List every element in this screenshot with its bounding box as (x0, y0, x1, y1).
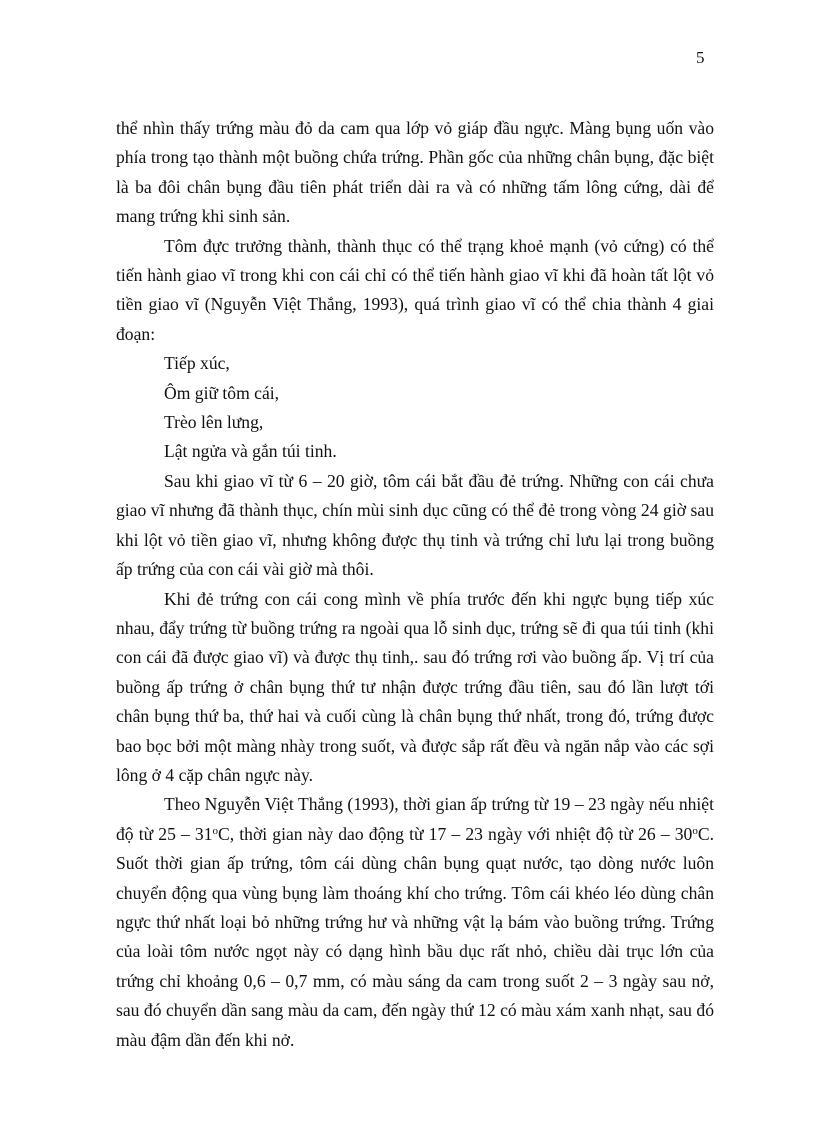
incubation-text-3: C. Suốt thời gian ấp trứng, tôm cái dùng chân bụng quạt nước, tạo dòng nước luôn chuyển động qua vùng bụng làm thoáng khí cho trứng. Tôm cái khéo léo dùng chân ngực thứ nhất loại bỏ những trứng hư và những vật lạ bám vào buồng trứng. Trứng của loài tôm nước ngọt này có dạng hình bầu dục rất nhỏ, chiều dài trục lớn của trứng chỉ khoảng 0,6 – 0,7 mm, có màu sáng da cam trong suốt 2 – 3 ngày sau nở, sau đó chuyển dần sang màu da cam, đến ngày thứ 12 có màu xám xanh nhạt, sau đó màu đậm dần đến khi nở. (116, 823, 714, 1050)
stage-item-hold: Ôm giữ tôm cái, (164, 382, 280, 403)
stage-item-contact: Tiếp xúc, (164, 353, 230, 374)
incubation-text-2: C, thời gian này dao động từ 17 – 23 ngày với nhiệt độ từ 26 – 30 (218, 823, 693, 844)
page-number: 5 (696, 48, 705, 67)
incubation-text-1: Theo Nguyễn Việt Thắng (1993), thời gian ấp trứng từ 19 – 23 ngày nếu nhiệt độ từ 25 – 31 (116, 794, 714, 844)
paragraph-spawning: Sau khi giao vĩ từ 6 – 20 giờ, tôm cái bắt đầu đẻ trứng. Những con cái chưa giao vĩ nhưng đã thành thục, chín mùi sinh dục cũng có thể đẻ trong vòng 24 giờ sau khi lột vỏ tiền giao vĩ, nhưng không được thụ tinh và trứng chỉ lưu lại trong buồng ấp trứng của con cái vài giờ mà thôi. (116, 470, 714, 580)
stage-item-flip: Lật ngửa và gắn túi tinh. (164, 441, 337, 462)
body-text (116, 114, 714, 1055)
stage-item-climb: Trèo lên lưng, (164, 412, 264, 433)
paragraph-mating: Tôm đực trưởng thành, thành thục có thể trạng khoẻ mạnh (vỏ cứng) có thể tiến hành giao vĩ trong khi con cái chỉ có thể tiến hành giao vĩ khi đã hoàn tất lột vỏ tiền giao vĩ (Nguyễn Việt Thắng, 1993), quá trình giao vĩ có thể chia thành 4 giai đoạn: (116, 235, 714, 344)
paragraph-incubation (116, 790, 714, 1055)
degree-sup-1: o (212, 824, 219, 837)
degree-sup-2: o (692, 824, 698, 837)
paragraph-continuation: thể nhìn thấy trứng màu đỏ da cam qua lớp vỏ giáp đầu ngực. Màng bụng uốn vào phía trong tạo thành một buồng chứa trứng. Phần gốc của những chân bụng, đặc biệt là ba đôi chân bụng đầu tiên phát triển dài ra và có những tấm lông cứng, dài để mang trứng khi sinh sản. (116, 118, 714, 227)
paragraph-egg-laying: Khi đẻ trứng con cái cong mình về phía trước đến khi ngực bụng tiếp xúc nhau, đẩy trứng từ buồng trứng ra ngoài qua lỗ sinh dục, trứng sẽ đi qua túi tinh (khi con cái đã được giao vĩ) và được thụ tinh,. sau đó trứng rơi vào buồng ấp. Vị trí của buồng ấp trứng ở chân bụng thứ tư nhận được trứng đầu tiên, sau đó lần lượt tới chân bụng thứ ba, thứ hai và cuối cùng là chân bụng thứ nhất, trong đó, trứng được bao bọc bởi một màng nhày trong suốt, và được sắp rất đều và ngăn nắp vào các sợi lông ở 4 cặp chân ngực này. (116, 588, 714, 785)
